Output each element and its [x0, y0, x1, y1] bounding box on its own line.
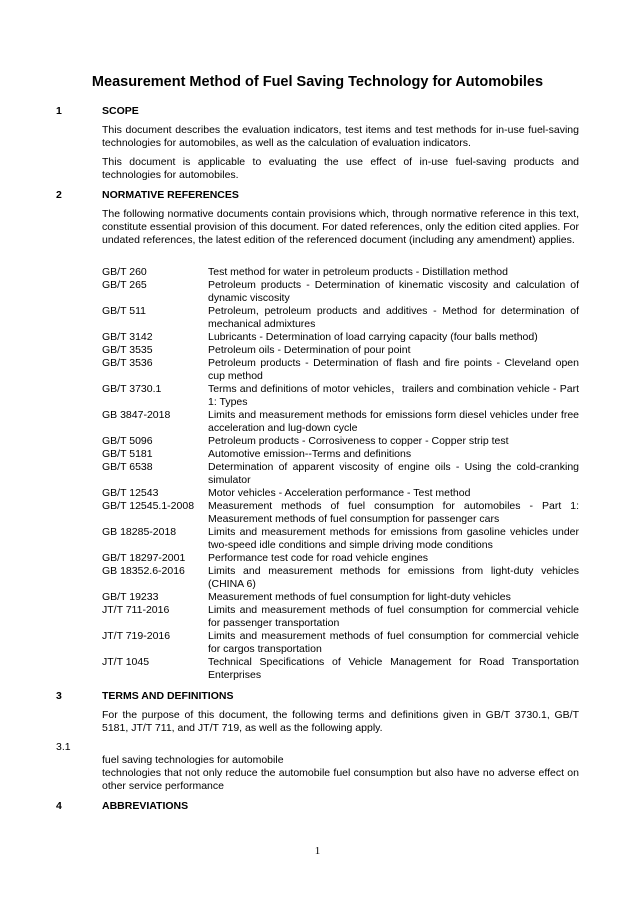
reference-code: GB/T 3142 [102, 331, 153, 343]
reference-title: Terms and definitions of motor vehicles，trailers and combination vehicle - Part 1: Types [208, 383, 579, 408]
reference-row [102, 630, 579, 656]
reference-title: Limits and measurement methods for emissions form diesel vehicles under free acceleration and lug-down cycle [208, 409, 579, 434]
reference-code: GB/T 5181 [102, 448, 153, 460]
section-2-number: 2 [56, 189, 62, 201]
reference-row [102, 656, 579, 682]
reference-title: Limits and measurement methods of fuel consumption for commercial vehicle for cargos transportation [208, 630, 579, 655]
section-4-number: 4 [56, 800, 62, 812]
document-title: Measurement Method of Fuel Saving Technology for Automobiles [91, 74, 544, 90]
reference-row [102, 591, 579, 604]
reference-code: GB/T 12543 [102, 487, 159, 499]
reference-row [102, 279, 579, 305]
reference-code: GB/T 260 [102, 266, 147, 278]
reference-title: Automotive emission--Terms and definitions [208, 448, 412, 460]
reference-row [102, 266, 579, 279]
section-1-heading: SCOPE [102, 105, 139, 117]
reference-row [102, 305, 579, 331]
page-number: 1 [314, 845, 321, 857]
reference-code: GB/T 18297-2001 [102, 552, 186, 564]
reference-row [102, 526, 579, 552]
reference-row [102, 604, 579, 630]
reference-list [102, 266, 579, 682]
section-3-heading: TERMS AND DEFINITIONS [102, 690, 234, 702]
reference-code: GB 18352.6-2016 [102, 565, 185, 577]
reference-title: Petroleum oils - Determination of pour point [208, 344, 411, 356]
reference-code: GB/T 5096 [102, 435, 153, 447]
reference-title: Limits and measurement methods for emissions from light-duty vehicles (CHINA 6) [208, 565, 579, 590]
scope-paragraph-1: This document describes the evaluation indicators, test items and test methods for in-use fuel-saving technologies for automobiles, as well as the calculation of evaluation indicators. [102, 124, 579, 149]
reference-code: GB/T 6538 [102, 461, 153, 473]
reference-row [102, 357, 579, 383]
reference-code: GB 18285-2018 [102, 526, 177, 538]
reference-row [102, 331, 579, 344]
reference-code: JT/T 1045 [102, 656, 150, 668]
reference-row [102, 435, 579, 448]
reference-title: Petroleum, petroleum products and additives - Method for determination of mechanical admixtures [208, 305, 579, 330]
section-4-heading: ABBREVIATIONS [102, 800, 189, 812]
normative-intro: The following normative documents contain provisions which, through normative reference in this text, constitute essential provision of this document. For dated references, only the edition cited applies. For undated references, the latest edition of the referenced document (including any amendment) applies. [102, 208, 579, 246]
reference-row [102, 383, 579, 409]
reference-title: Performance test code for road vehicle engines [208, 552, 429, 564]
reference-title: Lubricants - Determination of load carrying capacity (four balls method) [208, 331, 538, 343]
reference-title: Measurement methods of fuel consumption for light-duty vehicles [208, 591, 511, 603]
scope-paragraph-2: This document is applicable to evaluating the use effect of in-use fuel-saving products and technologies for automobiles. [102, 156, 579, 181]
subsection-3-1-number: 3.1 [56, 741, 71, 753]
reference-title: Limits and measurement methods for emissions from gasoline vehicles under two-speed idle conditions and simple driving mode conditions [208, 526, 579, 551]
section-1-number: 1 [56, 105, 62, 117]
reference-code: JT/T 719-2016 [102, 630, 171, 642]
section-3-number: 3 [56, 690, 62, 702]
reference-row [102, 344, 579, 357]
reference-code: GB/T 265 [102, 279, 147, 291]
reference-row [102, 552, 579, 565]
reference-row [102, 487, 579, 500]
reference-code: GB/T 19233 [102, 591, 159, 603]
reference-code: GB/T 3730.1 [102, 383, 162, 395]
reference-code: GB 3847-2018 [102, 409, 171, 421]
reference-row [102, 409, 579, 435]
reference-row [102, 461, 579, 487]
reference-code: JT/T 711-2016 [102, 604, 170, 616]
reference-title: Measurement methods of fuel consumption for automobiles - Part 1: Measurement methods of fuel consumption for passenger cars [208, 500, 579, 525]
reference-title: Motor vehicles - Acceleration performance - Test method [208, 487, 471, 499]
term-name: fuel saving technologies for automobile [102, 754, 284, 766]
section-2-heading: NORMATIVE REFERENCES [102, 189, 239, 201]
reference-code: GB/T 3536 [102, 357, 153, 369]
reference-title: Determination of apparent viscosity of engine oils - Using the cold-cranking simulator [208, 461, 579, 486]
reference-row [102, 565, 579, 591]
reference-title: Test method for water in petroleum products - Distillation method [208, 266, 508, 278]
reference-title: Technical Specifications of Vehicle Management for Road Transportation Enterprises [208, 656, 579, 681]
reference-title: Petroleum products - Corrosiveness to copper - Copper strip test [208, 435, 509, 447]
terms-intro: For the purpose of this document, the following terms and definitions given in GB/T 3730.1, GB/T 5181, JT/T 711, and JT/T 719, as well as the following apply. [102, 709, 579, 734]
reference-title: Petroleum products - Determination of flash and fire points - Cleveland open cup method [208, 357, 579, 382]
reference-row [102, 500, 579, 526]
term-definition: technologies that not only reduce the automobile fuel consumption but also have no adverse effect on other service performance [102, 767, 579, 792]
reference-code: GB/T 3535 [102, 344, 153, 356]
reference-code: GB/T 12545.1-2008 [102, 500, 195, 512]
reference-code: GB/T 511 [102, 305, 146, 317]
reference-title: Petroleum products - Determination of kinematic viscosity and calculation of dynamic viscosity [208, 279, 579, 304]
reference-row [102, 448, 579, 461]
reference-title: Limits and measurement methods of fuel consumption for commercial vehicle for passenger transportation [208, 604, 579, 629]
